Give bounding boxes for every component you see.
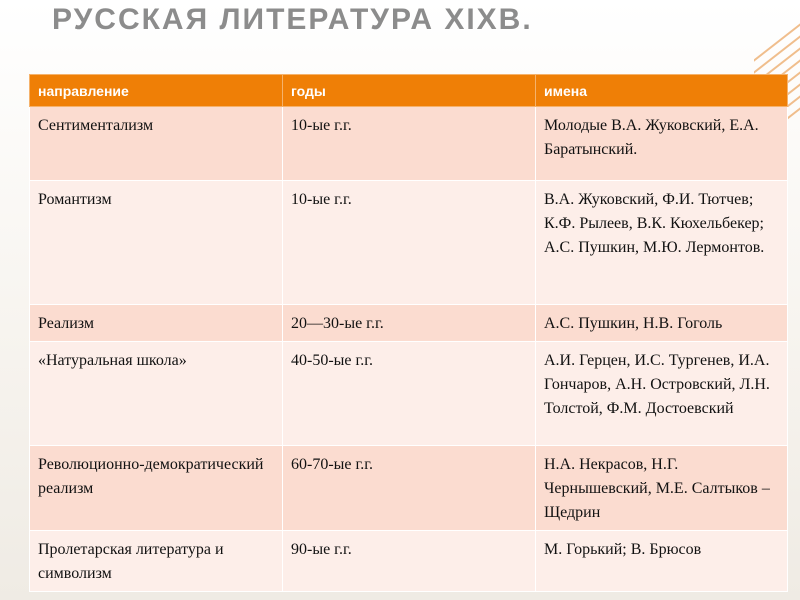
table-row <box>30 181 788 305</box>
cell-direction: Пролетарская литература и символизм <box>30 531 283 592</box>
table-row <box>30 342 788 446</box>
cell-years: 40-50-ые г.г. <box>283 342 536 446</box>
table-row <box>30 531 788 592</box>
table-header-row <box>30 75 788 107</box>
header-direction: направление <box>30 75 283 107</box>
cell-years: 60-70-ые г.г. <box>283 446 536 531</box>
cell-names: М. Горький; В. Брюсов <box>536 531 788 592</box>
cell-names: Молодые В.А. Жуковский, Е.А. Баратынский. <box>536 107 788 181</box>
slide-title: РУССКАЯ ЛИТЕРАТУРА XIXВ. <box>52 3 533 36</box>
cell-years: 10-ые г.г. <box>283 107 536 181</box>
cell-direction: Революционно-демократический реализм <box>30 446 283 531</box>
table-row <box>30 446 788 531</box>
literature-table <box>29 74 788 592</box>
cell-years: 20—30-ые г.г. <box>283 305 536 342</box>
cell-direction: «Натуральная школа» <box>30 342 283 446</box>
cell-direction: Реализм <box>30 305 283 342</box>
cell-names: Н.А. Некрасов, Н.Г. Чернышевский, М.Е. Салтыков –Щедрин <box>536 446 788 531</box>
cell-years: 90-ые г.г. <box>283 531 536 592</box>
cell-names: А.И. Герцен, И.С. Тургенев, И.А. Гончаров, А.Н. Островский, Л.Н. Толстой, Ф.М. Достоевский <box>536 342 788 446</box>
cell-names: В.А. Жуковский, Ф.И. Тютчев; К.Ф. Рылеев, В.К. Кюхельбекер; А.С. Пушкин, М.Ю. Лермонтов. <box>536 181 788 305</box>
header-names: имена <box>536 75 788 107</box>
cell-direction: Романтизм <box>30 181 283 305</box>
table-row <box>30 107 788 181</box>
cell-names: А.С. Пушкин, Н.В. Гоголь <box>536 305 788 342</box>
cell-years: 10-ые г.г. <box>283 181 536 305</box>
cell-direction: Сентиментализм <box>30 107 283 181</box>
table-row <box>30 305 788 342</box>
header-years: годы <box>283 75 536 107</box>
